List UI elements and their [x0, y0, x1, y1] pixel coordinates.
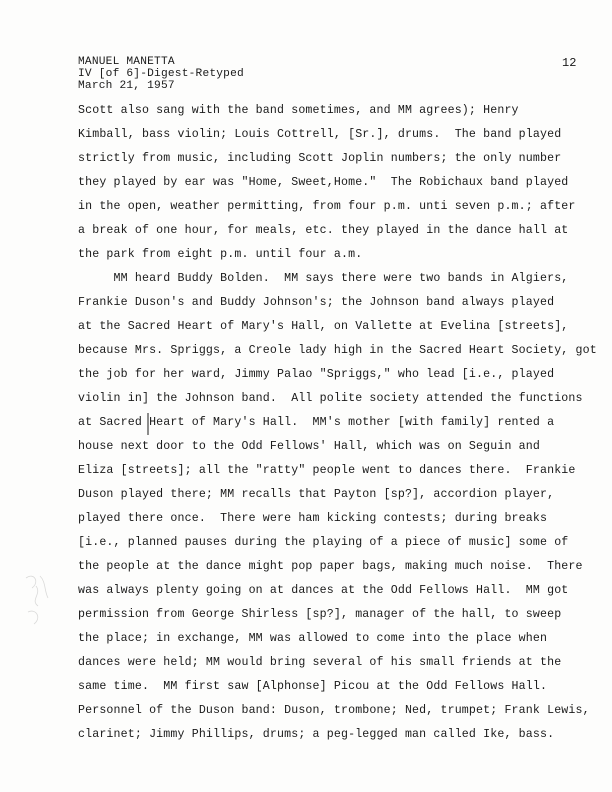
text-line: violin in] the Johnson band. All polite society attended the functions [78, 392, 583, 405]
text-line: clarinet; Jimmy Phillips, drums; a peg-legged man called Ike, bass. [78, 728, 555, 741]
text-line: Eliza [streets]; all the "ratty" people went to dances there. Frankie [78, 464, 576, 477]
text-line: strictly from music, including Scott Joplin numbers; the only number [78, 152, 562, 165]
text-line: a break of one hour, for meals, etc. they played in the dance hall at [78, 224, 569, 237]
text-line: permission from George Shirless [sp?], manager of the hall, to sweep [78, 608, 562, 621]
text-line: house next door to the Odd Fellows' Hall, which was on Seguin and [78, 440, 540, 453]
text-line: dances were held; MM would bring several of his small friends at the [78, 656, 562, 669]
text-line: the park from eight p.m. until four a.m. [78, 248, 363, 261]
text-line: same time. MM first saw [Alphonse] Picou at the Odd Fellows Hall. [78, 680, 548, 693]
text-line: at the Sacred Heart of Mary's Hall, on Vallette at Evelina [streets], [78, 320, 569, 333]
text-line: the people at the dance might pop paper bags, making much noise. There [78, 560, 583, 573]
text-line: MM heard Buddy Bolden. MM says there were two bands in Algiers, [78, 272, 569, 285]
faint-margin-scribble-icon [18, 568, 62, 632]
header-date: March 21, 1957 [78, 80, 175, 92]
header-name: MANUEL MANETTA [78, 56, 175, 68]
text-line: [i.e., planned pauses during the playing of a piece of music] some of [78, 536, 569, 549]
text-line: the place; in exchange, MM was allowed to come into the place when [78, 632, 548, 645]
text-line: because Mrs. Spriggs, a Creole lady high in the Sacred Heart Society, got [78, 344, 597, 357]
text-line: in the open, weather permitting, from four p.m. unti seven p.m.; after [78, 200, 576, 213]
header-series: IV [of 6]-Digest-Retyped [78, 68, 244, 80]
text-line: Personnel of the Duson band: Duson, trombone; Ned, trumpet; Frank Lewis, [78, 704, 590, 717]
insertion-mark-icon [145, 412, 151, 436]
text-line: they played by ear was "Home, Sweet,Home." The Robichaux band played [78, 176, 569, 189]
text-line: the job for her ward, Jimmy Palao "Spriggs," who lead [i.e., played [78, 368, 555, 381]
text-line: played there once. There were ham kicking contests; during breaks [78, 512, 548, 525]
text-line: Scott also sang with the band sometimes, and MM agrees); Henry [78, 104, 519, 117]
text-line: Duson played there; MM recalls that Payton [sp?], accordion player, [78, 488, 555, 501]
text-line: Kimball, bass violin; Louis Cottrell, [Sr.], drums. The band played [78, 128, 562, 141]
text-line: Frankie Duson's and Buddy Johnson's; the Johnson band always played [78, 296, 555, 309]
text-line: was always plenty going on at dances at the Odd Fellows Hall. MM got [78, 584, 569, 597]
page-number: 12 [562, 56, 577, 70]
text-line: at Sacred Heart of Mary's Hall. MM's mother [with family] rented a [78, 416, 555, 429]
